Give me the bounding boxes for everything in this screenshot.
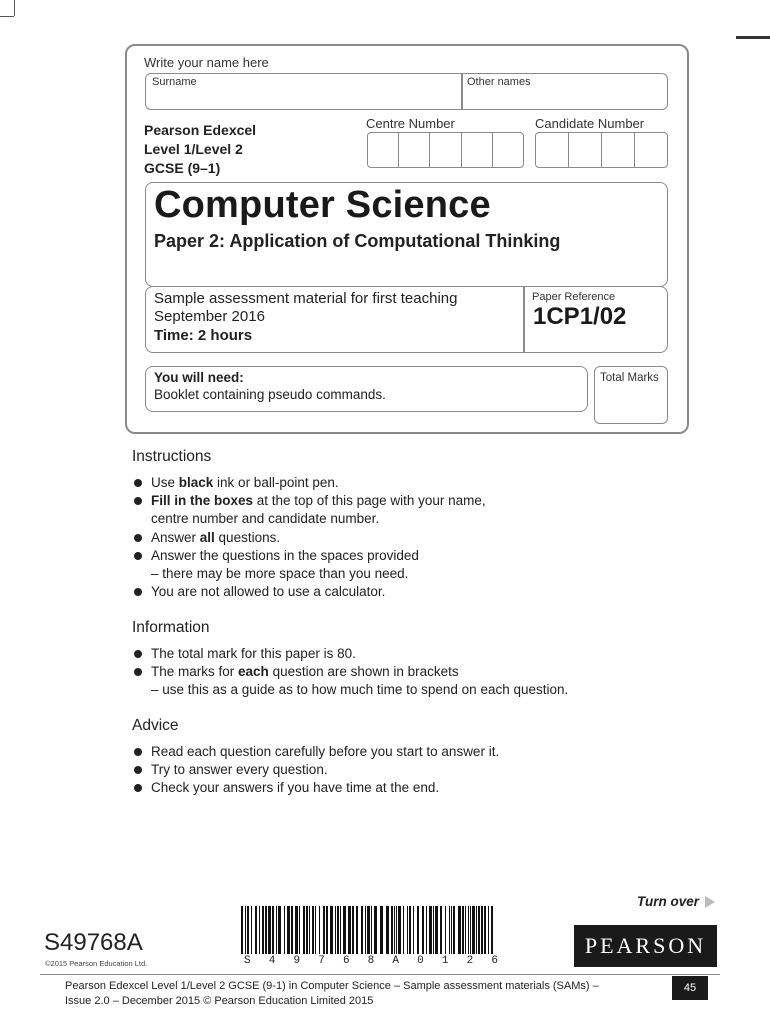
text: ink or ball-point pen.: [213, 475, 339, 490]
copyright-text: ©2015 Pearson Education Ltd.: [45, 959, 148, 968]
barcode-bar: [478, 906, 480, 954]
board-line: GCSE (9–1): [144, 160, 221, 176]
barcode-bar: [245, 906, 246, 954]
barcode-bar: [287, 906, 290, 954]
barcode-digits: [244, 955, 498, 967]
text: Answer the questions in the spaces provided: [151, 547, 419, 563]
barcode-bar: [241, 906, 243, 954]
barcode-bar: [278, 906, 281, 954]
barcode-bar: [315, 906, 316, 954]
board-line: Level 1/Level 2: [144, 141, 243, 157]
turn-over-label: Turn over: [637, 894, 700, 909]
bold-text: black: [178, 475, 214, 490]
barcode-bar: [440, 906, 442, 954]
information-heading: Information: [132, 619, 210, 636]
barcode-bar: [491, 906, 493, 954]
bullet-icon: [134, 497, 142, 505]
barcode-bar: [284, 906, 285, 954]
bullet-icon: [134, 766, 142, 774]
barcode-digit: 4: [268, 955, 276, 967]
digit-box[interactable]: [493, 133, 523, 167]
barcode-bar: [348, 906, 351, 954]
barcode-bar: [361, 906, 363, 954]
board-line: Pearson Edexcel: [144, 122, 257, 138]
list-item: [132, 529, 652, 547]
need-title: You will need:: [154, 370, 244, 385]
list-item: [132, 663, 712, 681]
barcode-bar: [259, 906, 260, 954]
barcode-bar: [445, 906, 446, 954]
barcode-bar: [365, 906, 366, 954]
barcode-bar: [422, 906, 424, 954]
barcode-bar: [323, 906, 325, 954]
barcode-bar: [265, 906, 267, 954]
text: You are not allowed to use a calculator.: [151, 584, 386, 600]
barcode-digit: 7: [318, 955, 325, 967]
barcode-bar: [398, 906, 401, 954]
barcode-bar: [337, 906, 339, 954]
barcode-bar: [380, 906, 383, 954]
barcode-bar: [306, 906, 308, 954]
barcode-bar: [312, 906, 314, 954]
text: at the top of this page with your name,: [253, 493, 486, 509]
digit-box[interactable]: [536, 133, 569, 167]
barcode-bar: [374, 906, 377, 954]
subject-title: Computer Science: [154, 184, 491, 226]
text: questions.: [214, 529, 281, 545]
barcode-bar: [476, 906, 477, 954]
barcode-bar: [403, 906, 404, 954]
barcode-bar: [465, 906, 466, 954]
barcode-bar: [319, 906, 320, 954]
text: question are shown in brackets: [268, 664, 459, 680]
information-list: [132, 645, 712, 700]
barcode-bar: [291, 906, 293, 954]
digit-box[interactable]: [368, 133, 399, 167]
bullet-icon: [134, 588, 142, 596]
candidate-number-label: Candidate Number: [535, 116, 645, 131]
barcode-bar: [409, 906, 411, 954]
page-number: 45: [672, 976, 708, 1000]
list-item: [132, 474, 652, 492]
paper-reference-label: Paper Reference: [532, 291, 616, 303]
barcode-bar: [453, 906, 455, 954]
barcode-bar: [481, 906, 483, 954]
advice-heading: Advice: [132, 717, 179, 734]
text: Try to answer every question.: [151, 762, 328, 778]
sample-line: Sample assessment material for first teaching: [154, 290, 458, 307]
barcode-bar: [407, 906, 408, 954]
barcode-bar: [417, 906, 419, 954]
footer-text: [65, 979, 599, 1009]
name-field[interactable]: [145, 73, 668, 110]
barcode-bar: [295, 906, 298, 954]
barcode-digit: A: [392, 955, 400, 967]
paper-reference: 1CP1/02: [533, 303, 627, 330]
bold-text: Fill in the boxes: [151, 493, 254, 509]
bullet-icon: [134, 748, 142, 756]
footer-divider: [40, 974, 720, 975]
barcode-bar: [433, 906, 434, 954]
barcode-bar: [462, 906, 464, 954]
barcode-bar: [303, 906, 305, 954]
time-allowed: Time: 2 hours: [154, 327, 253, 344]
footer-line: Pearson Edexcel Level 1/Level 2 GCSE (9-1) in Computer Science – Sample assessment materials (SAMs) –: [65, 980, 599, 992]
digit-box[interactable]: [462, 133, 493, 167]
bullet-icon: [134, 668, 142, 676]
sample-line: September 2016: [154, 308, 265, 325]
barcode-bar: [262, 906, 264, 954]
text: Answer: [151, 529, 200, 545]
barcode-bar: [326, 906, 328, 954]
digit-box[interactable]: [399, 133, 430, 167]
digit-box[interactable]: [635, 133, 667, 167]
barcode-image: [241, 906, 497, 954]
bullet-icon: [134, 650, 142, 658]
name-divider: [461, 73, 463, 110]
barcode-digit: 2: [466, 955, 474, 967]
total-marks-label: Total Marks: [600, 372, 659, 384]
text: Check your answers if you have time at the end.: [151, 780, 440, 796]
barcode-digit: 0: [417, 955, 424, 967]
barcode-digit: 6: [342, 955, 350, 967]
bullet-icon: [134, 534, 142, 542]
candidate-number-boxes[interactable]: [535, 132, 668, 168]
barcode-bar: [272, 906, 274, 954]
barcode-bar: [458, 906, 461, 954]
barcode-bar: [335, 906, 336, 954]
list-item: [132, 645, 712, 663]
barcode-bar: [276, 906, 277, 954]
bullet-icon: [134, 552, 142, 560]
list-item-continuation: – there may be more space than you need.: [151, 566, 409, 582]
barcode-bar: [435, 906, 438, 954]
list-item-continuation: – use this as a guide as to how much time to spend on each question.: [151, 682, 569, 698]
paper-title: Paper 2: Application of Computational Thinking: [154, 231, 561, 251]
list-item: [132, 492, 652, 510]
barcode-bar: [352, 906, 354, 954]
bullet-icon: [134, 479, 142, 487]
barcode-bar: [356, 906, 358, 954]
barcode-digit: 9: [293, 955, 301, 967]
pearson-logo: PEARSON: [574, 925, 717, 967]
text: Read each question carefully before you start to answer it.: [151, 744, 500, 759]
barcode-bar: [343, 906, 346, 954]
barcode-bar: [386, 906, 389, 954]
barcode-bar: [472, 906, 475, 954]
centre-number-boxes[interactable]: [367, 132, 524, 168]
text: The total mark for this paper is 80.: [151, 646, 356, 661]
barcode-bar: [367, 906, 370, 954]
barcode-bar: [340, 906, 341, 954]
barcode-bar: [255, 906, 257, 954]
list-item-continuation: centre number and candidate number.: [151, 511, 380, 527]
barcode-bar: [396, 906, 397, 954]
barcode-bar: [451, 906, 452, 954]
document-code: S49768A: [44, 929, 143, 956]
sample-description: [154, 290, 457, 326]
list-item: [132, 761, 652, 779]
text: Use: [151, 475, 179, 490]
barcode-bar: [247, 906, 249, 954]
digit-box[interactable]: [430, 133, 461, 167]
arrow-right-icon: [705, 896, 715, 908]
barcode-bar: [413, 906, 414, 954]
list-item: [132, 743, 652, 761]
barcode-bar: [371, 906, 372, 954]
sample-divider: [523, 286, 525, 353]
digit-box[interactable]: [569, 133, 602, 167]
need-text: Booklet containing pseudo commands.: [154, 387, 386, 402]
barcode-digit: 6: [491, 955, 498, 967]
centre-number-label: Centre Number: [366, 116, 455, 131]
barcode-bar: [299, 906, 300, 954]
list-item: [132, 583, 652, 601]
instructions-heading: Instructions: [132, 448, 212, 465]
crop-mark: [736, 36, 770, 39]
barcode-bar: [330, 906, 333, 954]
barcode-bar: [449, 906, 450, 954]
digit-box[interactable]: [602, 133, 635, 167]
text: The marks for: [151, 664, 239, 680]
barcode-bar: [488, 906, 489, 954]
crop-mark: [14, 0, 15, 16]
other-names-label: Other names: [467, 76, 531, 88]
barcode-bar: [268, 906, 271, 954]
bold-text: each: [238, 664, 269, 680]
barcode-bar: [484, 906, 486, 954]
bullet-icon: [134, 784, 142, 792]
barcode-bar: [468, 906, 469, 954]
write-name-label: Write your name here: [144, 55, 269, 70]
barcode-bar: [309, 906, 310, 954]
barcode-digit: 1: [441, 955, 449, 967]
list-item: [132, 779, 652, 797]
advice-list: [132, 743, 652, 798]
barcode-digit: S: [244, 955, 251, 967]
surname-label: Surname: [152, 76, 197, 88]
barcode-bar: [470, 906, 471, 954]
barcode-bar: [391, 906, 393, 954]
instructions-list: [132, 474, 652, 601]
bold-text: all: [199, 529, 215, 545]
barcode-bar: [394, 906, 395, 954]
barcode-bar: [426, 906, 427, 954]
crop-mark: [0, 16, 14, 17]
exam-board: [144, 121, 256, 178]
barcode-bar: [251, 906, 252, 954]
barcode-bar: [429, 906, 432, 954]
barcode-digit: 8: [367, 955, 375, 967]
footer-line: Issue 2.0 – December 2015 © Pearson Education Limited 2015: [65, 995, 374, 1007]
list-item: [132, 547, 652, 565]
